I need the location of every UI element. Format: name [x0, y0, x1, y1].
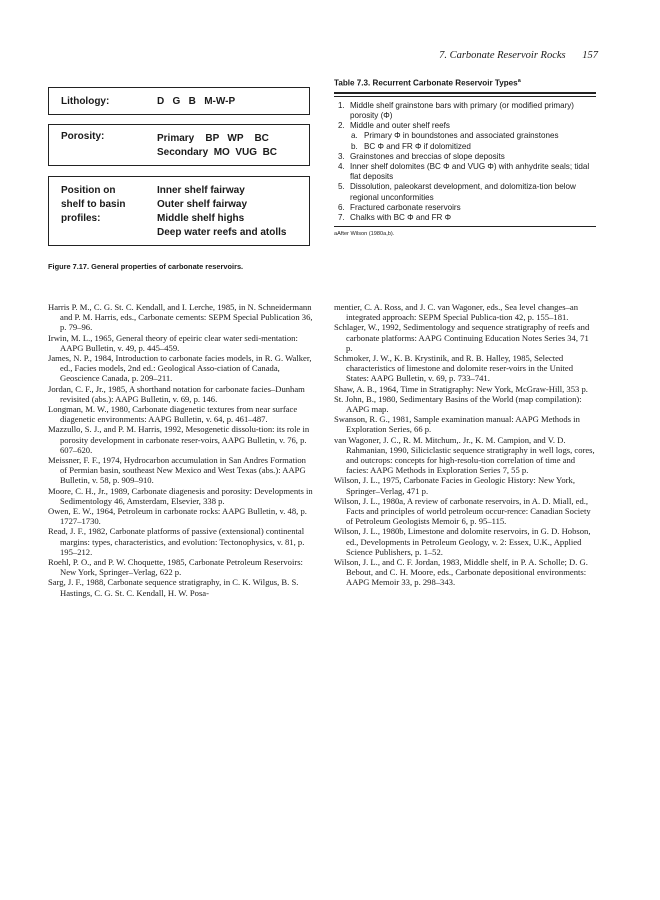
reference-entry: van Wagoner, J. C., R. M. Mitchum,. Jr., K. M. Campion, and V. D. Rahmanian, 1990, Siliciclastic sequence stratigraphy in well logs, cores, and outcrops: concepts for high-resolu-tion correlation of time and facies: AAPG Methods in Exploration Series 7, 55 p.	[334, 434, 595, 476]
porosity-box	[48, 124, 310, 166]
position-value-4: Deep water reefs and atolls	[157, 227, 287, 238]
lithology-values: D G B M-W-P	[157, 96, 236, 107]
table-item-number: a.	[351, 131, 358, 141]
table-item-text: Middle shelf grainstone bars with primary (or modified primary) porosity (Φ)	[350, 100, 575, 120]
reference-entry: St. John, B., 1980, Sedimentary Basins of the World (map compilation): AAPG map.	[334, 393, 582, 415]
table-item	[334, 213, 596, 223]
reference-entry: Meissner, F. F., 1974, Hydrocarbon accumulation in San Andres Formation of Permian basin, southeast New Mexico and West Texas (abs.): AAPG Bulletin, v. 58, p. 909–910.	[48, 455, 306, 486]
position-box	[48, 176, 310, 246]
table-item	[334, 131, 596, 141]
table-item-text: Fractured carbonate reservoirs	[350, 202, 461, 212]
reference-entry: Wilson, J. L., and C. F. Jordan, 1983, Middle shelf, in P. A. Scholle; D. G. Bebout, and C. H. Moore, eds., Carbonate depositional environments: AAPG Memoir 33, p. 298–343.	[334, 557, 588, 588]
table-item	[334, 121, 596, 131]
reference-entry: Wilson, J. L., 1980a, A review of carbonate reservoirs, in A. D. Miall, ed., Facts and principles of world petroleum occur-rence: Canadian Society of Petroleum Geologists Memoir 6, p. 95–115.	[334, 495, 591, 527]
reference-entry: Schlager, W., 1992, Sedimentology and sequence stratigraphy of reefs and carbonate platforms: AAPG Continuing Education Notes Series 34, 71 p.	[334, 322, 590, 353]
table-footnote: aAfter Wilson (1980a,b).	[334, 231, 395, 238]
table-item-number: 7.	[338, 212, 345, 222]
table-item-text: Chalks with BC Φ and FR Φ	[350, 212, 452, 222]
table-item-text: Inner shelf dolomites (BC Φ and VUG Φ) with anhydrite seals; tidal flat deposits	[350, 161, 590, 182]
table-items	[334, 101, 596, 223]
table-item	[334, 152, 596, 162]
reference-entry: Wilson, J. L., 1980b, Limestone and dolomite reservoirs, in G. D. Hobson, ed., Developments in Petroleum Geology, v. 2: Essex, U.K., Applied Science Publishers, p. 1–52.	[334, 526, 591, 557]
table-item	[334, 142, 596, 152]
reference-entry: Schmoker, J. W., K. B. Krystinik, and R. B. Halley, 1985, Selected characteristics of limestone and dolomite reser-voirs in the United States: AAPG Bulletin, v. 69, p. 733–741.	[334, 353, 574, 384]
position-label-3: profiles:	[61, 213, 101, 224]
table-item-number: b.	[351, 141, 358, 151]
table-item	[334, 182, 596, 202]
porosity-secondary: Secondary MO VUG BC	[157, 147, 278, 158]
table-item-number: 1.	[338, 100, 345, 110]
table-item	[334, 101, 596, 121]
table-7-3	[334, 78, 596, 237]
table-item-text: Grainstones and breccias of slope deposits	[350, 151, 505, 161]
references-right-column	[334, 302, 596, 588]
reference-entry: Longman, M. W., 1980, Carbonate diagenetic textures from near surface diagenetic environments: AAPG Bulletin, v. 64, p. 461–487.	[48, 404, 298, 425]
reference-entry: mentier, C. A. Ross, and J. C. van Wagoner, eds., Sea level changes–an integrated approach: SEPM Special Publica-tion 42, p. 155–181.	[334, 302, 579, 323]
position-label-1: Position on	[61, 185, 116, 196]
table-item-number: 5.	[338, 182, 345, 192]
porosity-label: Porosity:	[61, 131, 105, 142]
table-title-sup: a	[517, 78, 521, 84]
page-number: 157	[582, 50, 598, 61]
lithology-label: Lithology:	[61, 96, 110, 107]
position-value-2: Outer shelf fairway	[157, 199, 248, 210]
table-item-text: Dissolution, paleokarst development, and dolomitiza-tion below regional unconformities	[350, 182, 576, 202]
figure-caption: Figure 7.17. General properties of carbonate reservoirs.	[48, 262, 244, 271]
porosity-primary: Primary BP WP BC	[157, 133, 269, 144]
reference-entry: Harris P. M., C. G. St. C. Kendall, and I. Lerche, 1985, in N. Schneidermann and P. M. Harris, eds., Carbonate cements: SEPM Special Publication 36, p. 79–96.	[48, 302, 313, 333]
table-item	[334, 203, 596, 213]
reference-entry: Irwin, M. L., 1965, General theory of epeiric clear water sedi-mentation: AAPG Bulletin, v. 49, p. 445–459.	[48, 332, 298, 353]
reference-entry: Owen, E. W., 1964, Petroleum in carbonate rocks: AAPG Bulletin, v. 48, p. 1727–1730.	[48, 506, 307, 527]
position-value-1: Inner shelf fairway	[157, 185, 245, 196]
table-item-text: Primary Φ in boundstones and associated grainstones	[364, 131, 559, 141]
reference-entry: Mazzullo, S. J., and P. M. Harris, 1992, Mesogenetic dissolu-tion: its role in porosity development in carbonate reser-voirs, AAPG Bulletin, v. 76, p. 607–620.	[48, 424, 310, 455]
table-rule-top-thin	[334, 96, 596, 97]
table-item	[334, 162, 596, 182]
table-rule-top	[334, 92, 596, 94]
reference-entry: Jordan, C. F., Jr., 1985, A shorthand notation for carbonate facies–Dunham revisited (abs.): AAPG Bulletin, v. 69, p. 146.	[48, 383, 305, 404]
table-item-number: 4.	[338, 161, 345, 171]
position-value-3: Middle shelf highs	[157, 213, 245, 224]
reference-entry: Moore, C. H., Jr., 1989, Carbonate diagenesis and porosity: Developments in Sedimentology 46, Amsterdam, Elsevier, 338 p.	[48, 485, 313, 506]
table-item-number: 2.	[338, 121, 345, 131]
reference-entry: Sarg, J. F., 1988, Carbonate sequence stratigraphy, in C. K. Wilgus, B. S. Hastings, C. G. St. C. Kendall, H. W. Posa-	[48, 577, 299, 598]
table-item-text: Middle and outer shelf reefs	[350, 121, 450, 131]
chapter-title: 7. Carbonate Reservoir Rocks	[439, 50, 566, 61]
table-item-text: BC Φ and FR Φ if dolomitized	[364, 141, 471, 151]
table-title-text: Table 7.3. Recurrent Carbonate Reservoir Types	[334, 78, 518, 88]
running-header	[439, 50, 598, 61]
reference-entry: Wilson, J. L., 1975, Carbonate Facies in Geologic History: New York, Springer–Verlag, 471 p.	[334, 475, 575, 496]
lithology-box	[48, 87, 310, 115]
position-label-2: shelf to basin	[61, 199, 126, 210]
table-rule-bottom	[334, 226, 596, 227]
reference-entry: Swanson, R. G., 1981, Sample examination manual: AAPG Methods in Exploration Series, 66 p.	[334, 414, 580, 435]
table-title	[334, 78, 596, 88]
reference-entry: Roehl, P. O., and P. W. Choquette, 1985, Carbonate Petroleum Reservoirs: New York, Springer–Verlag, 622 p.	[48, 557, 303, 578]
table-item-number: 3.	[338, 151, 345, 161]
references-left-column	[48, 302, 314, 598]
reference-entry: Shaw, A. B., 1964, Time in Stratigraphy: New York, McGraw-Hill, 353 p.	[334, 383, 588, 394]
reference-entry: James, N. P., 1984, Introduction to carbonate facies models, in R. G. Walker, ed., Facies models, 2nd ed.: Geological Asso-ciation of Canada, Geoscience Canada, p. 209–211.	[48, 353, 312, 384]
reference-entry: Read, J. F., 1982, Carbonate platforms of passive (extensional) continental margins: types, characteristics, and evolution: Tectonophysics, v. 81, p. 195–212.	[48, 526, 305, 557]
table-item-number: 6.	[338, 202, 345, 212]
